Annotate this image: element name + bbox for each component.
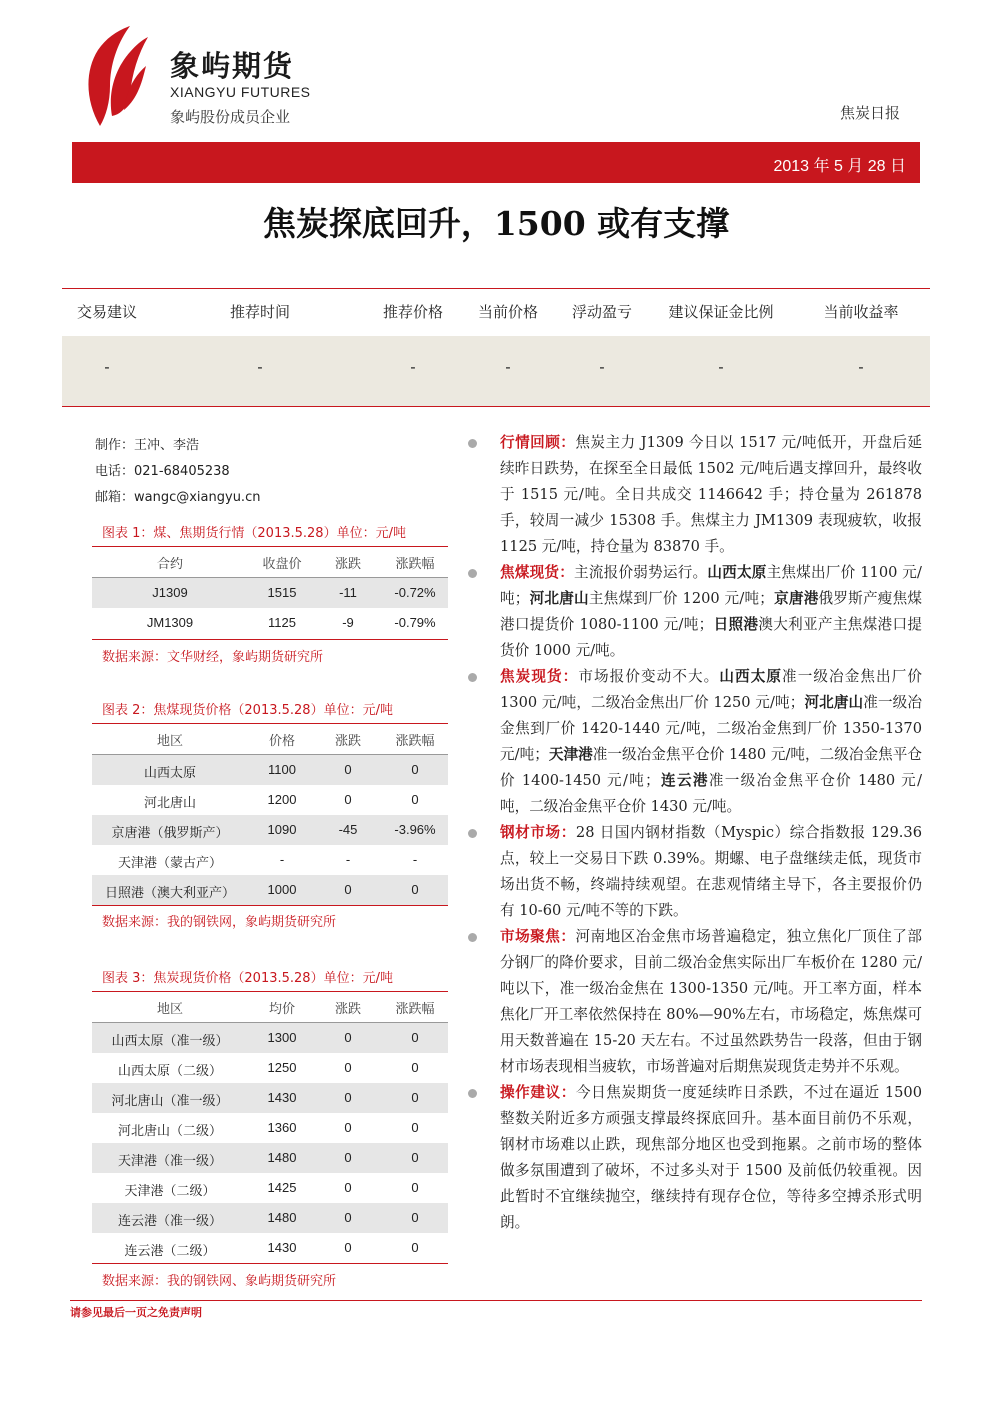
cell: -45 xyxy=(338,822,358,837)
recommendation-value-row xyxy=(62,336,930,406)
paragraph-lead: 操作建议： xyxy=(500,1084,576,1101)
cell: 0 xyxy=(344,1030,352,1045)
table-header-row xyxy=(92,992,448,1022)
cell: 河北唐山（二级） xyxy=(117,1123,223,1138)
table-row xyxy=(92,1203,448,1233)
paragraph-coke-spot xyxy=(466,664,922,820)
header-cell: 涨跌 xyxy=(334,557,362,572)
cell: 京唐港（俄罗斯产） xyxy=(111,825,229,840)
author: 制作：王冲、李浩 xyxy=(95,438,200,453)
table-row xyxy=(92,845,448,875)
table-row xyxy=(92,755,448,785)
cell: -3.96% xyxy=(394,822,436,837)
fig1-source: 数据来源：文华财经，象屿期货研究所 xyxy=(102,650,324,665)
cell: 天津港（蒙古产） xyxy=(117,855,223,870)
fig3-source: 数据来源：我的钢铁网、象屿期货研究所 xyxy=(102,1274,337,1289)
cell: 1430 xyxy=(267,1240,297,1255)
paragraph-lead: 焦煤现货： xyxy=(500,564,575,581)
table-row xyxy=(92,578,448,608)
paragraph-lead: 焦炭现货： xyxy=(500,668,579,685)
header-cell: 收盘价 xyxy=(262,557,302,572)
cell: 河北唐山（准一级） xyxy=(111,1093,229,1108)
paragraph-lead: 市场聚焦： xyxy=(500,928,576,945)
paragraph-steel-market xyxy=(466,820,922,924)
email: 邮箱：wangc@xiangyu.cn xyxy=(95,490,261,505)
cell: 1125 xyxy=(268,615,296,630)
table-row xyxy=(92,815,448,845)
table-row xyxy=(92,1023,448,1053)
table-row xyxy=(92,1113,448,1143)
paragraph-text: 28 日国内钢材指数（Myspic）综合指数报 129.36 点，较上一交易日下跌 0.39%。期螺、电子盘继续走低，现货市场出货不畅，终端持续观望。在悲观情绪主导下，各主要报价仍有 10-60 元/吨不等的下跌。 xyxy=(500,824,922,919)
cell: 山西太原 xyxy=(143,765,197,780)
location-label: 京唐港 xyxy=(773,590,819,607)
location-label: 河北唐山 xyxy=(529,590,589,607)
rec-value-cell: - xyxy=(410,358,416,376)
recommendation-header-row xyxy=(62,289,930,335)
cell: -0.72% xyxy=(394,585,436,600)
fig2-source: 数据来源：我的钢铁网，象屿期货研究所 xyxy=(102,915,337,930)
paragraph-text: 市场报价变动不大。 xyxy=(578,668,720,685)
cell: 0 xyxy=(344,1150,352,1165)
divider xyxy=(92,639,448,640)
cell: 0 xyxy=(344,1210,352,1225)
bullet-icon xyxy=(468,829,477,838)
report-title: 焦炭探底回升，1500 或有支撑 xyxy=(262,204,730,243)
cell: - xyxy=(345,852,351,867)
cell: 日照港（澳大利亚产） xyxy=(104,885,236,900)
cell: 1000 xyxy=(267,882,297,897)
cell: -0.79% xyxy=(394,615,436,630)
rec-header-cell: 当前收益率 xyxy=(823,303,899,321)
xiangyu-logo-icon xyxy=(78,24,148,126)
cell: 0 xyxy=(411,1240,419,1255)
cell: 山西太原（二级） xyxy=(117,1063,223,1078)
cell: 1480 xyxy=(267,1150,297,1165)
bullet-icon xyxy=(468,673,477,682)
paragraph-text: 主焦煤到厂价 1200 元/吨； xyxy=(588,590,774,607)
rec-value-cell: - xyxy=(718,358,724,376)
location-label: 山西太原 xyxy=(719,668,783,685)
paragraph-text: 准一级冶金焦平仓价 1480 元/吨，二级冶金焦平仓价 1400-1450 元/吨； xyxy=(500,746,922,789)
fig2-title: 图表 2：焦煤现货价格（2013.5.28）单位：元/吨 xyxy=(102,703,393,718)
table-row xyxy=(92,1053,448,1083)
location-label: 山西太原 xyxy=(707,564,767,581)
header-cell: 地区 xyxy=(156,734,184,749)
table-row xyxy=(92,1083,448,1113)
table-row xyxy=(92,875,448,905)
rec-header-cell: 推荐时间 xyxy=(229,303,291,321)
cell: - xyxy=(279,852,285,867)
bullet-icon xyxy=(468,569,477,578)
cell: 0 xyxy=(411,1090,419,1105)
table-row xyxy=(92,1233,448,1263)
divider xyxy=(62,406,930,407)
location-label: 连云港 xyxy=(659,772,709,789)
commentary xyxy=(466,430,922,1236)
report-type: 焦炭日报 xyxy=(839,104,900,122)
header-cell: 合约 xyxy=(156,557,184,572)
cell: 连云港（二级） xyxy=(124,1243,216,1258)
header-cell: 价格 xyxy=(268,734,296,749)
header-cell: 涨跌幅 xyxy=(395,734,435,749)
header-cell: 均价 xyxy=(268,1002,296,1017)
table-header-row xyxy=(92,547,448,577)
cell: 1090 xyxy=(267,822,297,837)
header-cell: 地区 xyxy=(156,1002,184,1017)
table-row xyxy=(92,1143,448,1173)
fig3-title: 图表 3：焦炭现货价格（2013.5.28）单位：元/吨 xyxy=(102,971,393,986)
cell: 0 xyxy=(344,762,352,777)
table-header-row xyxy=(92,724,448,754)
cell: 0 xyxy=(411,1150,419,1165)
cell: 0 xyxy=(411,792,419,807)
header-cell: 涨跌幅 xyxy=(395,557,435,572)
cell: 0 xyxy=(411,762,419,777)
paragraph-lead: 钢材市场： xyxy=(500,824,576,841)
location-label: 日照港 xyxy=(713,616,759,633)
rec-header-cell: 推荐价格 xyxy=(382,303,444,321)
cell: 0 xyxy=(411,1210,419,1225)
paragraph-lead: 行情回顾： xyxy=(500,434,576,451)
disclaimer-note: 请参见最后一页之免责声明 xyxy=(70,1306,202,1319)
header-cell: 涨跌 xyxy=(334,1002,362,1017)
rec-value-cell: - xyxy=(599,358,605,376)
fig1-title: 图表 1：煤、焦期货行情（2013.5.28）单位：元/吨 xyxy=(102,526,406,541)
paragraph-text: 焦炭主力 J1309 今日以 1517 元/吨低开，开盘后延续昨日跌势，在探至全日最低 1502 元/吨后遇支撑回升，最终收于 1515 元/吨。全日共成交 1146642 手；持仓量为 261878 手，较周一减少 15308 手。焦煤主力 JM1309 表现疲软，收报 1125 元/吨，持仓量为 83870 手。 xyxy=(500,434,922,555)
cell: 天津港（准一级） xyxy=(117,1153,223,1168)
paragraph-coking-coal-spot xyxy=(466,560,922,664)
rec-header-cell: 交易建议 xyxy=(76,303,138,321)
paragraph-market-review xyxy=(466,430,922,560)
cell: 天津港（二级） xyxy=(124,1183,216,1198)
rec-value-cell: - xyxy=(858,358,864,376)
cell: 连云港（准一级） xyxy=(117,1213,223,1228)
table-row xyxy=(92,785,448,815)
bullet-icon xyxy=(468,1089,477,1098)
cell: 1300 xyxy=(267,1030,297,1045)
rec-header-cell: 当前价格 xyxy=(477,303,539,321)
cell: 0 xyxy=(411,1120,419,1135)
cell: 1430 xyxy=(267,1090,297,1105)
brand-name-en: XIANGYU FUTURES xyxy=(170,84,311,100)
paragraph-text: 准一级冶金焦出厂价 1300 元/吨，二级冶金焦出厂价 1250 元/吨； xyxy=(500,668,922,711)
cell: 0 xyxy=(344,1090,352,1105)
bullet-icon xyxy=(468,439,477,448)
rec-header-cell: 浮动盈亏 xyxy=(571,303,633,321)
paragraph-text: 俄罗斯产瘦焦煤港口提货价 1080-1100 元/吨； xyxy=(500,590,922,633)
cell: 0 xyxy=(411,1180,419,1195)
rec-value-cell: - xyxy=(505,358,511,376)
table-row xyxy=(92,608,448,638)
location-label: 河北唐山 xyxy=(804,694,864,711)
location-label: 天津港 xyxy=(548,746,593,763)
cell: 河北唐山 xyxy=(143,795,197,810)
header-cell: 涨跌幅 xyxy=(395,1002,435,1017)
paragraph-text: 准一级冶金焦到厂价 1420-1440 元/吨，二级冶金焦到厂价 1350-1370 元/吨； xyxy=(500,694,922,763)
cell: JM1309 xyxy=(146,615,194,630)
cell: 1425 xyxy=(267,1180,297,1195)
report-date: 2013 年 5 月 28 日 xyxy=(773,158,906,175)
cell: 0 xyxy=(344,1060,352,1075)
paragraph-text: 今日焦炭期货一度延续昨日杀跌，不过在逼近 1500 整数关附近多方顽强支撑最终探底回升。基本面目前仍不乐观，钢材市场难以止跌，现焦部分地区也受到拖累。之前市场的整体做多氛围遭到了破坏，不过多头对于 1500 及前低仍较重视。因此暂时不宜继续抛空，继续持有现存仓位，等待多空搏杀形式明朗。 xyxy=(500,1084,922,1231)
cell: 1250 xyxy=(267,1060,297,1075)
cell: 1515 xyxy=(267,585,297,600)
bullet-icon xyxy=(468,933,477,942)
divider xyxy=(92,1263,448,1264)
header-cell: 涨跌 xyxy=(334,734,362,749)
cell: 0 xyxy=(344,1180,352,1195)
cell: 0 xyxy=(411,882,419,897)
cell: 0 xyxy=(411,1060,419,1075)
cell: 1360 xyxy=(267,1120,297,1135)
cell: 1200 xyxy=(267,792,297,807)
paragraph-strategy xyxy=(466,1080,922,1236)
footer-divider xyxy=(70,1300,922,1301)
cell: 0 xyxy=(344,1240,352,1255)
table-row xyxy=(92,1173,448,1203)
paragraph-text: 主焦煤出厂价 1100 元/吨； xyxy=(500,564,922,607)
cell: 1480 xyxy=(267,1210,297,1225)
cell: 0 xyxy=(344,792,352,807)
cell: 0 xyxy=(344,1120,352,1135)
divider xyxy=(92,905,448,906)
phone: 电话：021-68405238 xyxy=(95,464,230,479)
cell: -11 xyxy=(339,585,357,600)
paragraph-market-focus xyxy=(466,924,922,1080)
cell: - xyxy=(412,852,418,867)
cell: -9 xyxy=(342,615,354,630)
cell: 0 xyxy=(344,882,352,897)
rec-value-cell: - xyxy=(257,358,263,376)
brand-name-cn: 象屿期货 xyxy=(170,49,295,83)
cell: J1309 xyxy=(152,585,188,600)
cell: 1100 xyxy=(268,762,296,777)
paragraph-text: 澳大利亚产主焦煤港口提货价 1000 元/吨。 xyxy=(500,616,922,659)
cell: 0 xyxy=(411,1030,419,1045)
paragraph-text: 主流报价弱势运行。 xyxy=(574,564,708,581)
paragraph-text: 河南地区冶金焦市场普遍稳定，独立焦化厂顶住了部分钢厂的降价要求，目前二级冶金焦实际出厂车板价在 1280 元/吨以下，准一级冶金焦在 1300-1350 元/吨。开工率方面，样本焦化厂开工率依然保持在 80%—90%左右，市场稳定，炼焦煤可用天数普遍在 15-20 天左右。不过虽然跌势告一段落，但由于钢材市场表现相当疲软，市场普遍对后期焦炭现货走势并不乐观。 xyxy=(500,928,922,1075)
rec-header-cell: 建议保证金比例 xyxy=(668,303,774,321)
paragraph-text: 准一级冶金焦平仓价 1480 元/吨，二级冶金焦平仓价 1430 元/吨。 xyxy=(500,772,922,815)
rec-value-cell: - xyxy=(104,358,110,376)
brand-subtitle: 象屿股份成员企业 xyxy=(170,108,291,126)
cell: 山西太原（准一级） xyxy=(111,1033,229,1048)
